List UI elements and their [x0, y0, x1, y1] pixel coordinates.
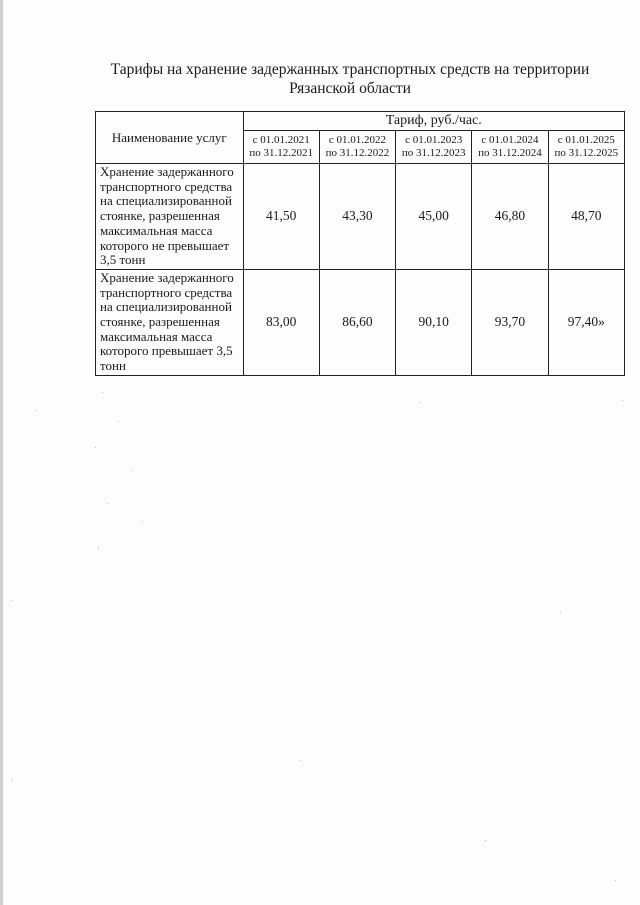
service-name-line: транспортного средства — [100, 178, 233, 194]
tariff-value: 90,10 — [396, 269, 472, 375]
service-name-line: на специализированной — [100, 193, 232, 209]
period-from: с 01.01.2023 — [405, 134, 463, 146]
service-name-line: тонн — [100, 358, 126, 374]
tariff-value: 46,80 — [472, 164, 548, 270]
title-line-2: Рязанской области — [289, 80, 411, 97]
service-name-line: которого превышает 3,5 — [100, 343, 233, 359]
period-to: по 31.12.2025 — [554, 147, 619, 159]
tariff-value: 83,00 — [243, 269, 319, 375]
service-name-line: стоянке, разрешенная — [100, 208, 220, 224]
service-name-line: Хранение задержанного — [100, 269, 234, 285]
service-name-line: транспортного средства — [100, 284, 233, 300]
tariff-value: 43,30 — [319, 164, 395, 270]
header-tariff: Тариф, руб./час. — [243, 112, 624, 131]
service-name-line: максимальная масса — [100, 222, 213, 238]
period-from: с 01.01.2021 — [252, 134, 310, 146]
tariff-value: 97,40» — [548, 269, 624, 375]
service-name-line: максимальная масса — [100, 328, 213, 344]
title-line-1: Тарифы на хранение задержанных транспортных средств на территории — [110, 61, 590, 78]
period-to: по 31.12.2024 — [478, 147, 542, 159]
tariff-value: 86,60 — [319, 269, 395, 375]
document-title — [60, 60, 640, 98]
service-name-cell — [96, 269, 244, 375]
period-from: с 01.01.2022 — [328, 134, 386, 146]
tariff-value: 48,70 — [548, 164, 624, 270]
service-name-line: 3,5 тонн — [100, 252, 146, 268]
service-name-line: которого не превышает — [100, 237, 230, 253]
scan-edge — [0, 0, 3, 905]
tariff-table — [95, 111, 625, 376]
tariff-value: 93,70 — [472, 269, 548, 375]
header-period — [472, 131, 548, 164]
table-row — [96, 164, 625, 270]
tariff-value: 45,00 — [396, 164, 472, 270]
period-from: с 01.01.2025 — [557, 134, 615, 146]
header-period — [319, 131, 395, 164]
header-service-name: Наименование услуг — [96, 112, 244, 164]
period-to: по 31.12.2022 — [325, 147, 390, 159]
service-name-line: Хранение задержанного — [100, 164, 234, 179]
period-to: по 31.12.2021 — [249, 147, 313, 159]
header-period — [548, 131, 624, 164]
tariff-value: 41,50 — [243, 164, 319, 270]
service-name-line: стоянке, разрешенная — [100, 314, 220, 330]
service-name-line: на специализированной — [100, 299, 232, 315]
header-period — [243, 131, 319, 164]
header-period — [396, 131, 472, 164]
period-to: по 31.12.2023 — [401, 147, 466, 159]
table-row — [96, 269, 625, 375]
period-from: с 01.01.2024 — [481, 134, 539, 146]
service-name-cell — [96, 164, 244, 270]
